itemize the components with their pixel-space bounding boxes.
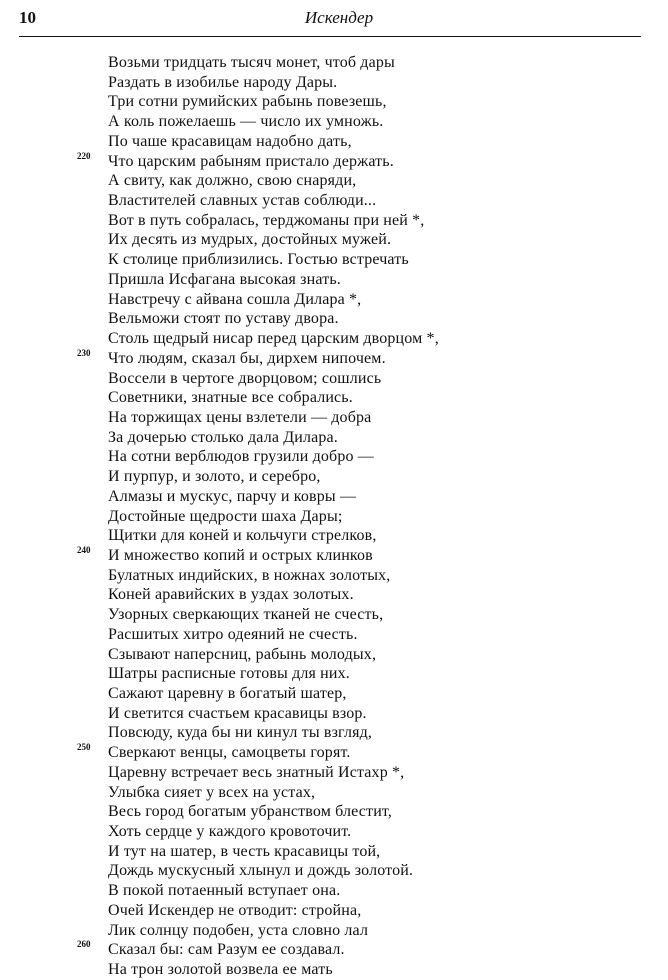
- poem-line: [0, 447, 668, 467]
- poem-line: [0, 53, 668, 73]
- poem-line: [0, 763, 668, 783]
- poem-line: [0, 112, 668, 132]
- poem-line: [0, 684, 668, 704]
- poem-line: [0, 73, 668, 93]
- line-number: 260: [77, 939, 91, 950]
- poem-line: [0, 309, 668, 329]
- poem-line: [0, 211, 668, 231]
- poem-line: [0, 171, 668, 191]
- poem-line: [0, 329, 668, 349]
- poem-line-text: Булатных индийских, в ножнах золотых,: [108, 566, 391, 584]
- page-header: [19, 8, 641, 32]
- poem-line: [0, 881, 668, 901]
- line-number: 240: [77, 544, 91, 555]
- poem-line: [0, 191, 668, 211]
- poem-line: [0, 369, 668, 389]
- page-number: 10: [19, 8, 36, 27]
- poem-line-text: Лик солнцу подобен, уста словно лал: [108, 921, 369, 939]
- poem-line: [0, 901, 668, 921]
- running-title: Искендер: [304, 8, 374, 27]
- poem-line: [0, 783, 668, 803]
- poem-line: [0, 546, 668, 566]
- poem-line: [0, 842, 668, 862]
- poem-line: [0, 428, 668, 448]
- poem-line-text: На трон золотой возвела ее мать: [108, 961, 333, 979]
- poem-line: [0, 507, 668, 527]
- poem-line-text: Расшитых хитро одеяний не счесть.: [108, 625, 358, 643]
- poem-line: [0, 467, 668, 487]
- poem-line-text: Сказал бы: сам Разум ее создавал.: [108, 941, 345, 959]
- poem-line: [0, 132, 668, 152]
- poem-line-text: Хоть сердце у каждого кровоточит.: [108, 823, 352, 841]
- poem-line-text: По чаше красавицам надобно дать,: [108, 132, 352, 150]
- line-number: 250: [77, 742, 91, 753]
- poem-line: [0, 645, 668, 665]
- poem-line-text: Весь город богатым убранством блестит,: [108, 803, 392, 821]
- poem-line-text: Раздать в изобилье народу Дары.: [108, 73, 338, 91]
- poem-line-text: За дочерью столько дала Дилара.: [108, 428, 338, 446]
- poem-line-text: И светится счастьем красавицы взор.: [108, 704, 367, 722]
- line-number: 220: [77, 150, 91, 161]
- poem-line: [0, 408, 668, 428]
- poem-line-text: И пурпур, и золото, и серебро,: [108, 468, 321, 486]
- poem-line-text: Очей Искендер не отводит: стройна,: [108, 901, 362, 919]
- poem-line: [0, 625, 668, 645]
- poem-line-text: И тут на шатер, в честь красавицы той,: [108, 842, 381, 860]
- poem-line-text: Сверкают венцы, самоцветы горят.: [108, 744, 351, 762]
- poem-line: [0, 723, 668, 743]
- poem-line: [0, 388, 668, 408]
- poem-line: [0, 704, 668, 724]
- header-rule: [19, 36, 641, 37]
- poem-line-text: Достойные щедрости шаха Дары;: [108, 507, 343, 525]
- poem-line: [0, 230, 668, 250]
- poem-line-text: Три сотни румийских рабынь повезешь,: [108, 93, 387, 111]
- poem-line: [0, 664, 668, 684]
- poem-line: [0, 822, 668, 842]
- poem-line-text: Что людям, сказал бы, дирхем нипочем.: [108, 349, 386, 367]
- poem-line-text: Властителей славных устав соблюди...: [108, 192, 377, 210]
- poem-line: [0, 921, 668, 941]
- poem-line-text: Сзывают наперсниц, рабынь молодых,: [108, 645, 377, 663]
- poem-line-text: И множество копий и острых клинков: [108, 546, 373, 564]
- poem-text: [0, 53, 668, 980]
- poem-line-text: Коней аравийских в уздах золотых.: [108, 586, 354, 604]
- poem-line-text: Их десять из мудрых, достойных мужей.: [108, 231, 392, 249]
- poem-line: [0, 861, 668, 881]
- poem-line-text: Шатры расписные готовы для них.: [108, 665, 350, 683]
- poem-line: [0, 152, 668, 172]
- poem-line: [0, 487, 668, 507]
- poem-line-text: Советники, знатные все собрались.: [108, 389, 353, 407]
- poem-line-text: Щитки для коней и кольчуги стрелков,: [108, 527, 377, 545]
- poem-line-text: Столь щедрый нисар перед царским дворцом *,: [108, 330, 439, 348]
- poem-line-text: А коль пожелаешь — число их умножь.: [108, 113, 384, 131]
- poem-line-text: Пришла Исфагана высокая знать.: [108, 270, 341, 288]
- poem-line-text: В покой потаенный вступает она.: [108, 882, 341, 900]
- poem-line: [0, 605, 668, 625]
- poem-line: [0, 585, 668, 605]
- poem-line-text: А свиту, как должно, свою снаряди,: [108, 172, 357, 190]
- poem-line-text: Что царским рабыням пристало держать.: [108, 152, 394, 170]
- poem-line: [0, 802, 668, 822]
- poem-line-text: Улыбка сияет у всех на устах,: [108, 783, 316, 801]
- poem-line-text: Вельможи стоят по уставу двора.: [108, 310, 339, 328]
- poem-line-text: Восcели в чертоге дворцовом; сошлись: [108, 369, 382, 387]
- poem-line-text: Алмазы и мускус, парчу и ковры —: [108, 487, 357, 505]
- poem-line-text: На сотни верблюдов грузили добро —: [108, 448, 374, 466]
- poem-line-text: Сажают царевну в богатый шатер,: [108, 685, 347, 702]
- poem-line: [0, 940, 668, 960]
- poem-line-text: Вот в путь собралась, терджоманы при ней *,: [108, 211, 425, 229]
- poem-line-text: Дождь мускусный хлынул и дождь золотой.: [108, 862, 414, 880]
- poem-line-text: Навстречу с айвана сошла Дилара *,: [108, 290, 362, 308]
- poem-line: [0, 92, 668, 112]
- line-number: 230: [77, 347, 91, 358]
- poem-line: [0, 743, 668, 763]
- poem-line-text: Повсюду, куда бы ни кинул ты взгляд,: [108, 724, 373, 742]
- poem-line-text: Царевну встречает весь знатный Истахр *,: [108, 763, 405, 781]
- poem-line: [0, 290, 668, 310]
- poem-line: [0, 349, 668, 369]
- poem-line-text: К столице приблизились. Гостью встречать: [108, 251, 409, 269]
- poem-line: [0, 270, 668, 290]
- poem-line-text: На торжищах цены взлетели — добра: [108, 408, 372, 426]
- poem-line-text: Возьми тридцать тысяч монет, чтоб дары: [108, 54, 395, 71]
- poem-line: [0, 960, 668, 980]
- poem-line: [0, 250, 668, 270]
- poem-line: [0, 566, 668, 586]
- poem-line-text: Узорных сверкающих тканей не счесть,: [108, 606, 384, 624]
- poem-line: [0, 526, 668, 546]
